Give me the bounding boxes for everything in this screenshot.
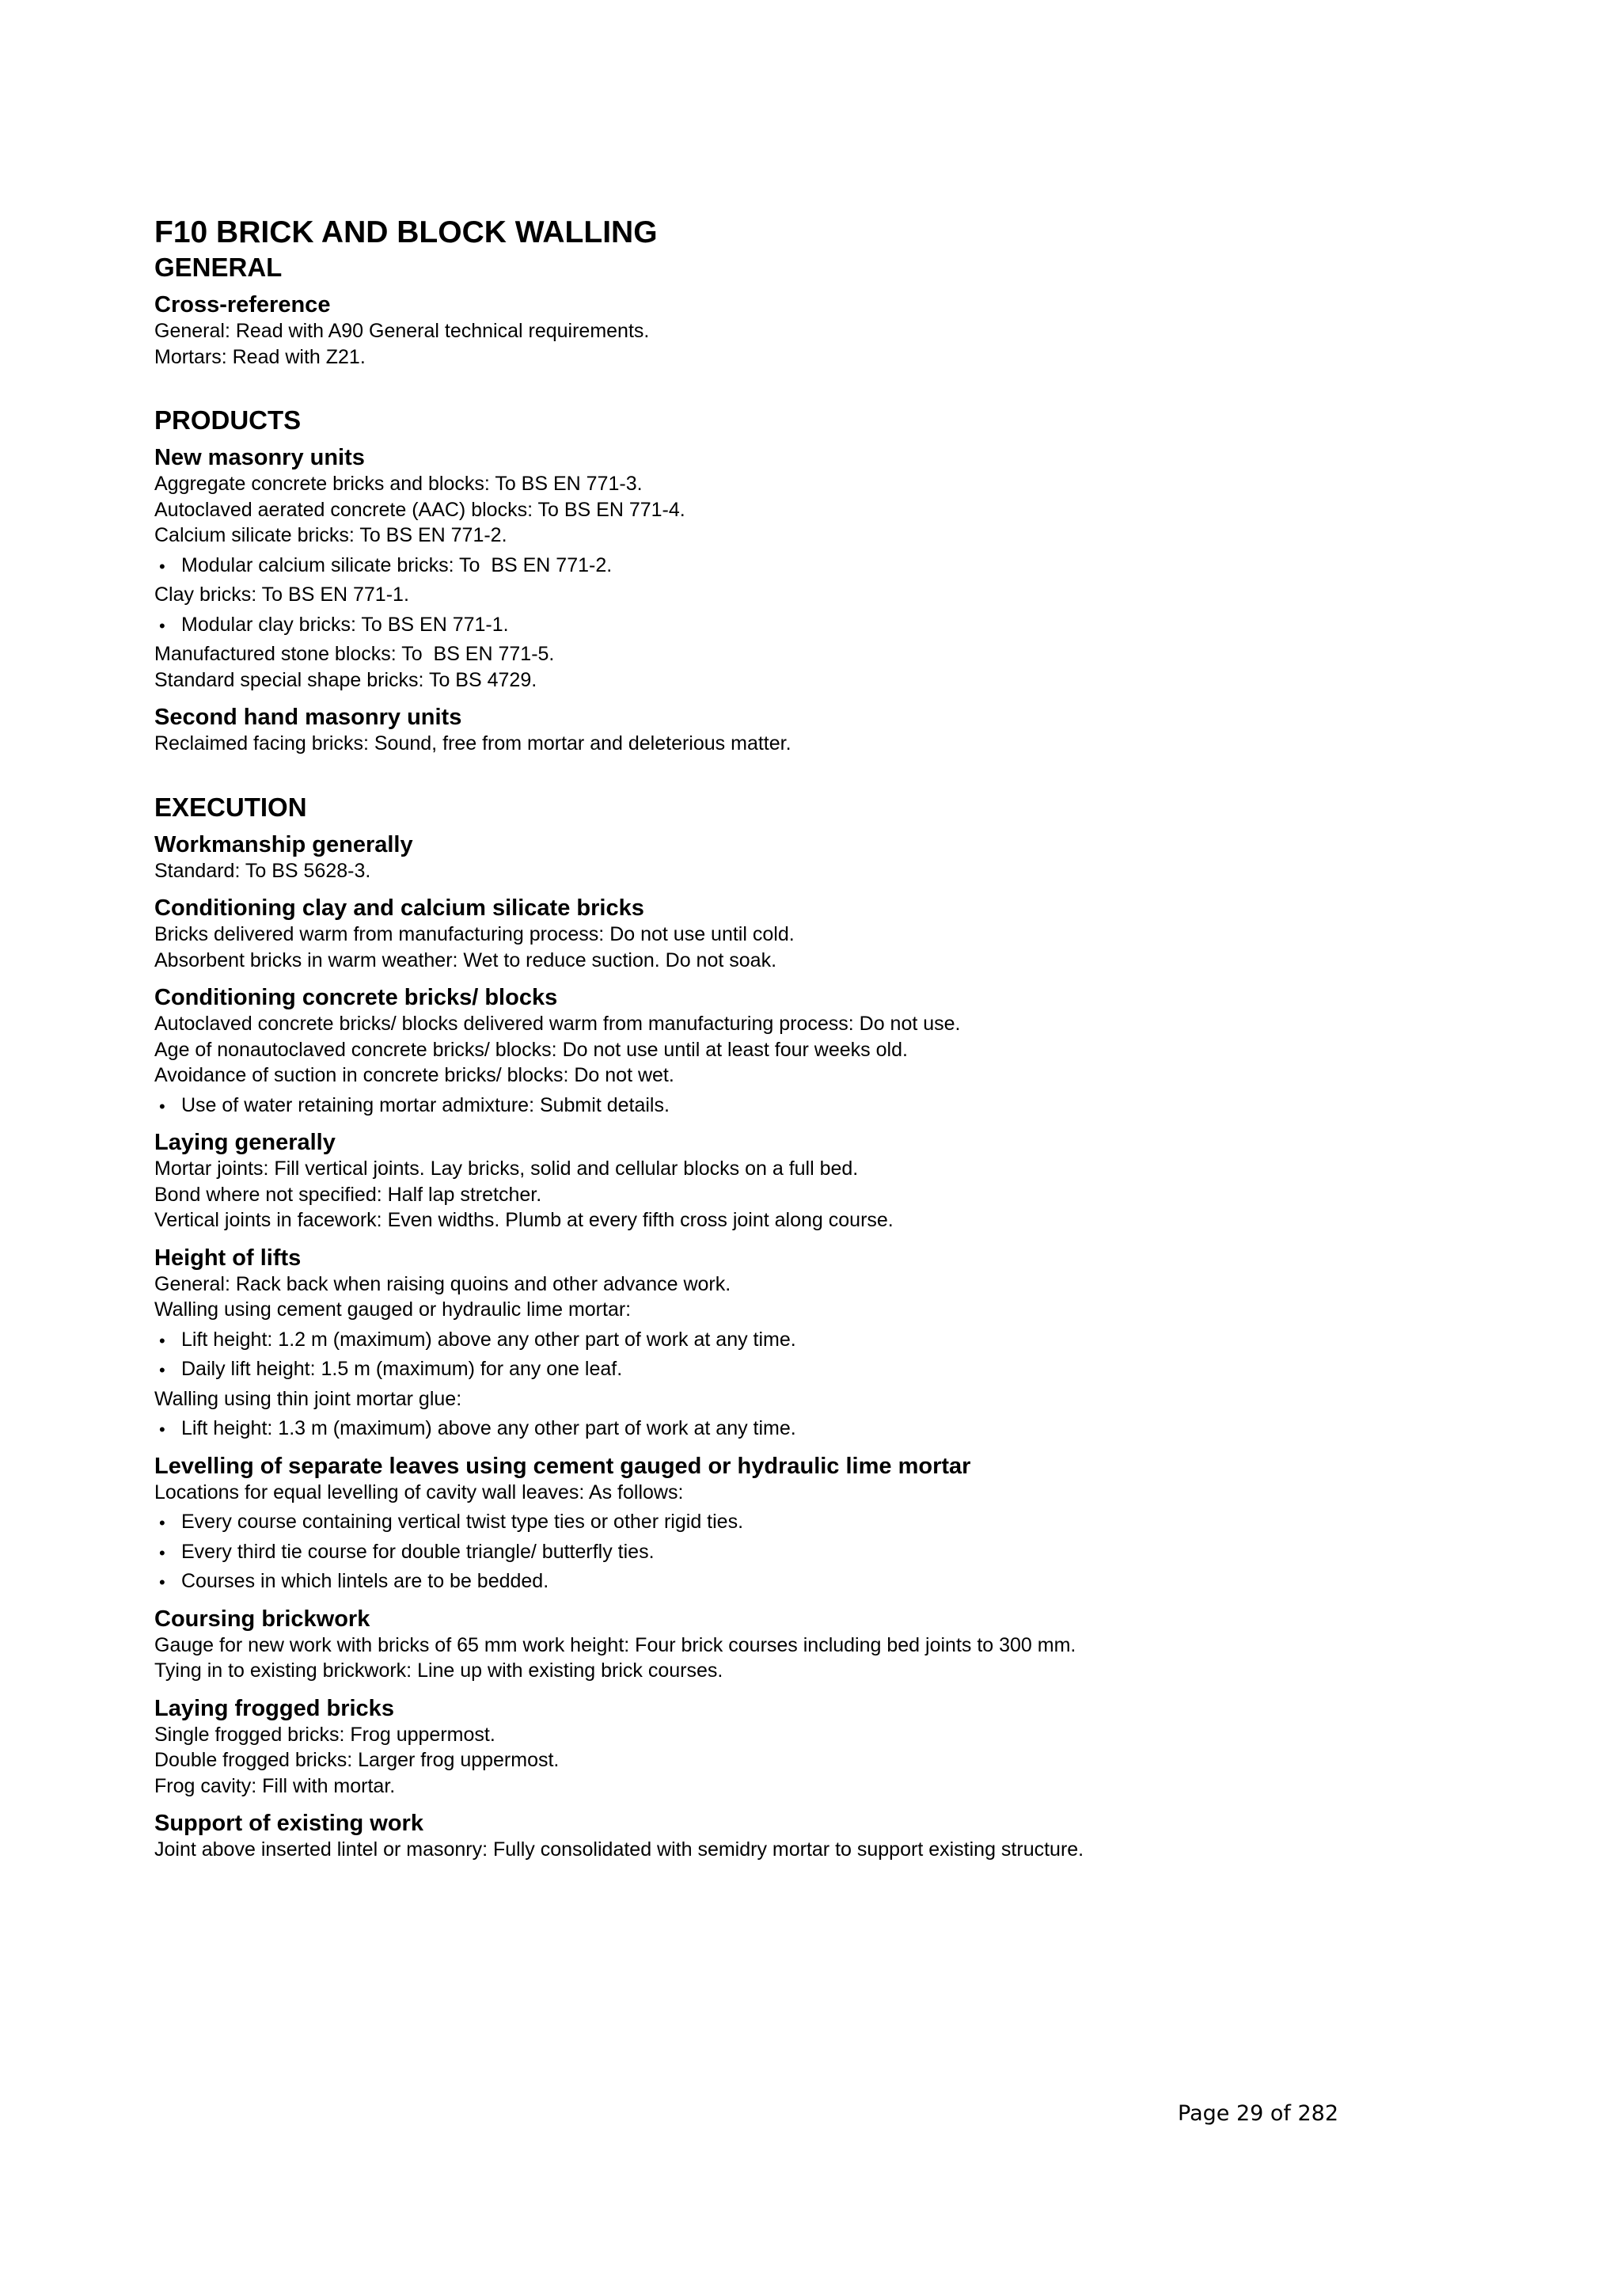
body-line: Tying in to existing brickwork: Line up with existing brick courses. xyxy=(154,1659,723,1682)
bullet-icon: • xyxy=(159,1513,165,1533)
clause-title: Laying generally xyxy=(154,1130,336,1155)
bullet-text: Lift height: 1.3 m (maximum) above any other part of work at any time. xyxy=(181,1417,796,1439)
bullet-icon: • xyxy=(159,1542,165,1563)
clause-title: New masonry units xyxy=(154,445,365,470)
clause xyxy=(154,831,1500,884)
section-execution xyxy=(154,792,1500,1863)
body-line: Age of nonautoclaved concrete bricks/ blocks: Do not use until at least four weeks old. xyxy=(154,1038,908,1061)
section-heading: GENERAL xyxy=(154,253,283,282)
page-number: Page 29 of 282 xyxy=(1178,2101,1339,2126)
bullet-text: Courses in which lintels are to be bedded. xyxy=(181,1570,549,1592)
bullet-item xyxy=(154,1416,1500,1442)
clause-title: Coursing brickwork xyxy=(154,1606,370,1632)
bullet-text: Every third tie course for double triangle/ butterfly ties. xyxy=(181,1540,655,1563)
body-line: Vertical joints in facework: Even widths. Plumb at every fifth cross joint along course. xyxy=(154,1209,894,1231)
body-line: Walling using thin joint mortar glue: xyxy=(154,1387,462,1410)
document-body xyxy=(154,214,1500,1863)
bullet-icon: • xyxy=(159,1360,165,1380)
clause-title: Workmanship generally xyxy=(154,831,413,857)
body-line: Autoclaved concrete bricks/ blocks delivered warm from manufacturing process: Do not use. xyxy=(154,1013,961,1035)
bullet-text: Modular clay bricks: To BS EN 771-1. xyxy=(181,613,509,636)
clause xyxy=(154,1453,1500,1595)
bullet-item xyxy=(154,1093,1500,1119)
section-products xyxy=(154,405,1500,757)
bullet-icon: • xyxy=(159,1420,165,1439)
body-line: Bricks delivered warm from manufacturing process: Do not use until cold. xyxy=(154,923,795,945)
clause xyxy=(154,895,1500,973)
clause-title: Support of existing work xyxy=(154,1811,423,1836)
clause xyxy=(154,1695,1500,1800)
body-line: Manufactured stone blocks: To BS EN 771-5. xyxy=(154,643,555,665)
bullet-icon: • xyxy=(159,1572,165,1592)
clause-title: Levelling of separate leaves using cement gauged or hydraulic lime mortar xyxy=(154,1453,971,1479)
clause-title: Height of lifts xyxy=(154,1245,302,1271)
body-line: Absorbent bricks in warm weather: Wet to reduce suction. Do not soak. xyxy=(154,948,777,971)
body-line: Single frogged bricks: Frog uppermost. xyxy=(154,1723,495,1746)
body-line: Locations for equal levelling of cavity wall leaves: As follows: xyxy=(154,1481,684,1503)
bullet-item xyxy=(154,1509,1500,1535)
clause xyxy=(154,444,1500,693)
clause xyxy=(154,1129,1500,1234)
clause-title: Laying frogged bricks xyxy=(154,1695,394,1721)
section-general xyxy=(154,252,1500,370)
body-line: Mortar joints: Fill vertical joints. Lay bricks, solid and cellular blocks on a full bed. xyxy=(154,1158,859,1180)
body-line: Walling using cement gauged or hydraulic lime mortar: xyxy=(154,1298,632,1321)
bullet-text: Lift height: 1.2 m (maximum) above any other part of work at any time. xyxy=(181,1328,796,1351)
bullet-icon: • xyxy=(159,1330,165,1351)
bullet-item xyxy=(154,1539,1500,1565)
bullet-item xyxy=(154,612,1500,638)
body-line: General: Read with A90 General technical requirements. xyxy=(154,320,650,342)
bullet-item xyxy=(154,1327,1500,1353)
body-line: Aggregate concrete bricks and blocks: To BS EN 771-3. xyxy=(154,473,643,495)
body-line: Mortars: Read with Z21. xyxy=(154,345,366,368)
clause xyxy=(154,704,1500,757)
body-line: Clay bricks: To BS EN 771-1. xyxy=(154,584,409,606)
bullet-icon: • xyxy=(159,556,165,576)
body-line: Calcium silicate bricks: To BS EN 771-2. xyxy=(154,524,507,546)
clause-title: Second hand masonry units xyxy=(154,705,462,730)
bullet-text: Use of water retaining mortar admixture: Submit details. xyxy=(181,1093,670,1116)
body-line: Reclaimed facing bricks: Sound, free from mortar and deleterious matter. xyxy=(154,732,792,755)
document-title: F10 BRICK AND BLOCK WALLING xyxy=(154,215,658,249)
bullet-text: Every course containing vertical twist type ties or other rigid ties. xyxy=(181,1511,744,1533)
clause xyxy=(154,1245,1500,1442)
clause-title: Conditioning concrete bricks/ blocks xyxy=(154,985,558,1010)
body-line: Autoclaved aerated concrete (AAC) blocks: To BS EN 771-4. xyxy=(154,498,685,521)
body-line: Standard special shape bricks: To BS 4729. xyxy=(154,668,537,691)
bullet-icon: • xyxy=(159,1096,165,1116)
bullet-text: Daily lift height: 1.5 m (maximum) for any one leaf. xyxy=(181,1358,623,1380)
bullet-item xyxy=(154,1568,1500,1595)
body-line: Standard: To BS 5628-3. xyxy=(154,859,371,882)
clause xyxy=(154,984,1500,1118)
body-line: Bond where not specified: Half lap stretcher. xyxy=(154,1183,542,1206)
body-line: Gauge for new work with bricks of 65 mm work height: Four brick courses including bed joints to 300 mm. xyxy=(154,1633,1076,1656)
bullet-item xyxy=(154,553,1500,579)
bullet-item xyxy=(154,1356,1500,1382)
sections-container xyxy=(154,252,1500,1863)
clause xyxy=(154,291,1500,370)
bullet-icon: • xyxy=(159,615,165,636)
body-line: General: Rack back when raising quoins and other advance work. xyxy=(154,1272,731,1295)
clause-title: Conditioning clay and calcium silicate bricks xyxy=(154,895,644,921)
clause-title: Cross-reference xyxy=(154,292,331,317)
section-heading: PRODUCTS xyxy=(154,405,302,435)
clause xyxy=(154,1810,1500,1863)
section-heading: EXECUTION xyxy=(154,792,307,822)
body-line: Avoidance of suction in concrete bricks/ blocks: Do not wet. xyxy=(154,1064,674,1086)
body-line: Joint above inserted lintel or masonry: Fully consolidated with semidry mortar to support existing structure. xyxy=(154,1838,1084,1861)
clause xyxy=(154,1606,1500,1684)
body-line: Frog cavity: Fill with mortar. xyxy=(154,1774,396,1797)
bullet-text: Modular calcium silicate bricks: To BS EN 771-2. xyxy=(181,553,613,576)
body-line: Double frogged bricks: Larger frog uppermost. xyxy=(154,1749,560,1771)
